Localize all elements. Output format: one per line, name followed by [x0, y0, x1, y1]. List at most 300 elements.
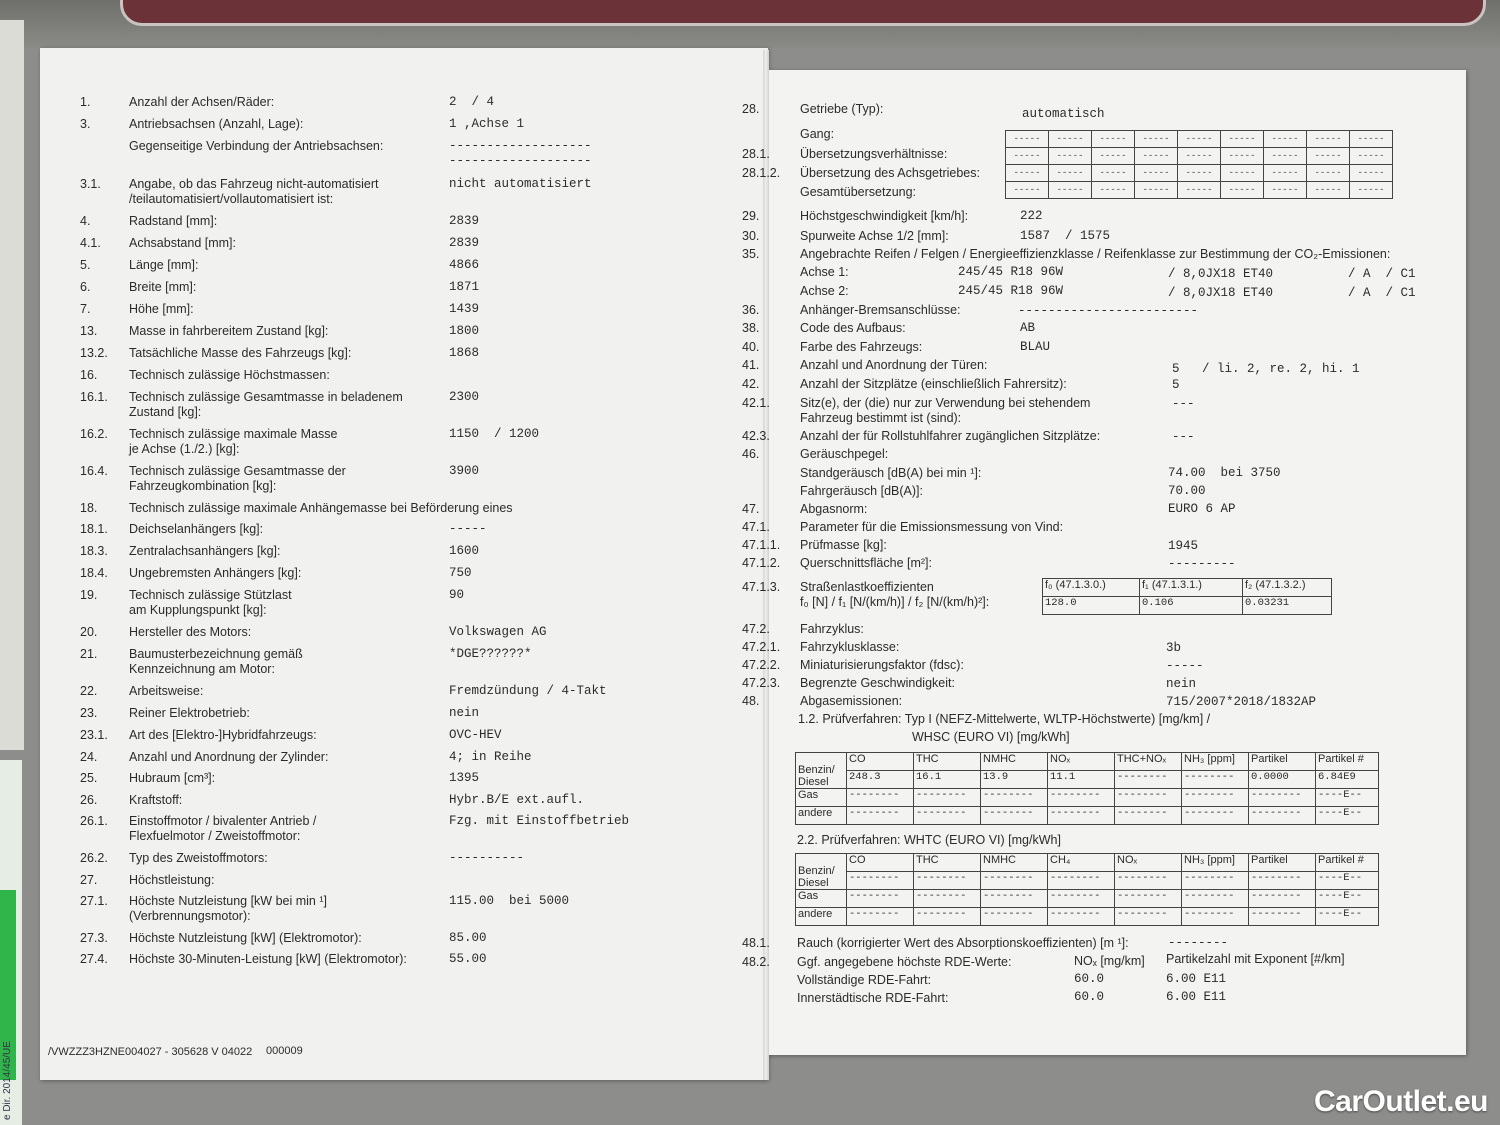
- field-value: 4; in Reihe: [449, 750, 532, 764]
- tyre-axle: Achse 1:: [800, 265, 849, 279]
- field-number: 27.3.: [80, 931, 108, 945]
- field-label: Prüfmasse [kg]:: [800, 538, 887, 552]
- field-label: Getriebe (Typ):: [800, 102, 884, 116]
- emissions-table-type1: [795, 752, 1379, 825]
- field-value: 1395: [449, 771, 480, 785]
- field-value: 5 / li. 2, re. 2, hi. 1: [1172, 362, 1360, 376]
- side-directive-text: e Dir. 2014/45/UE: [2, 1041, 13, 1120]
- field-label: Anzahl der für Rollstuhlfahrer zugänglichen Sitzplätze:: [800, 429, 1101, 443]
- gear-cell: -----: [1049, 131, 1092, 148]
- emission-value: --------: [1182, 807, 1249, 825]
- field-value: *DGE??????*: [449, 647, 532, 661]
- gear-cell: -----: [1092, 165, 1135, 182]
- emission-header: Partikel: [1249, 753, 1316, 771]
- field-number: 26.1.: [80, 814, 108, 828]
- smoke-label: Rauch (korrigierter Wert des Absorptionskoeffizienten) [m ¹]:: [797, 936, 1129, 950]
- field-value: 222: [1020, 209, 1043, 223]
- emission-value: 248.3: [847, 771, 914, 789]
- field-number: 4.: [80, 214, 91, 228]
- field-value: Fzg. mit Einstoffbetrieb: [449, 814, 630, 828]
- field-number: 16.1.: [80, 390, 108, 404]
- emission-value: --------: [981, 789, 1048, 807]
- rde-label: Ggf. angegebene höchste RDE-Werte:: [797, 955, 1012, 969]
- field-number: 23.: [80, 706, 98, 720]
- field-label: Übersetzungsverhältnisse:: [800, 147, 948, 161]
- field-value: 5: [1172, 378, 1180, 392]
- field-value: 3900: [449, 464, 480, 478]
- field-value: Hybr.B/E ext.aufl.: [449, 793, 585, 807]
- field-value: EURO 6 AP: [1168, 502, 1236, 516]
- field-number: 47.2.: [742, 622, 770, 636]
- field-number: 28.1.2.: [742, 166, 781, 180]
- field-number: 27.1.: [80, 894, 108, 908]
- field-number: 47.1.3.: [742, 580, 781, 594]
- red-binder: [120, 0, 1486, 26]
- gear-cell: -----: [1178, 182, 1221, 199]
- emission-value: 6.84E9: [1316, 771, 1379, 789]
- field-label: Gang:: [800, 127, 835, 141]
- field-label: Technisch zulässige Gesamtmasse der Fahrzeugkombination [kg]:: [129, 464, 346, 493]
- field-value: 1945: [1168, 539, 1199, 553]
- field-number: 40.: [742, 340, 760, 354]
- field-value: 74.00 bei 3750: [1168, 466, 1281, 480]
- gear-cell: -----: [1178, 131, 1221, 148]
- emission-value: --------: [1249, 908, 1316, 926]
- rde-pn-header: Partikelzahl mit Exponent [#/km]: [1166, 952, 1345, 966]
- field-label: Antriebsachsen (Anzahl, Lage):: [129, 117, 304, 131]
- field-label: Gegenseitige Verbindung der Antriebsachsen:: [129, 139, 384, 153]
- field-label: Abgasemissionen:: [800, 694, 903, 708]
- field-label: Standgeräusch [dB(A) bei min ¹]:: [800, 466, 982, 480]
- gear-cell: -----: [1350, 182, 1393, 199]
- field-label: Kraftstoff:: [129, 793, 183, 807]
- emission-header: NMHC: [981, 753, 1048, 771]
- gear-cell: -----: [1307, 148, 1350, 165]
- field-number: 38.: [742, 321, 760, 335]
- field-value: 2839: [449, 214, 480, 228]
- field-number: 3.: [80, 117, 91, 131]
- field-value: 90: [449, 588, 465, 602]
- field-value: 2 / 4: [449, 95, 495, 109]
- emission-value: --------: [1048, 872, 1115, 890]
- gear-cell: -----: [1221, 148, 1264, 165]
- emission-value: --------: [1115, 908, 1182, 926]
- rde-row-label: Vollständige RDE-Fahrt:: [797, 973, 932, 987]
- emission-header: CO: [847, 854, 914, 872]
- field-label: Baumusterbezeichnung gemäß Kennzeichnung am Motor:: [129, 647, 303, 676]
- tyre-size: 245/45 R18 96W: [958, 265, 1064, 279]
- field-label: Miniaturisierungsfaktor (fdsc):: [800, 658, 964, 672]
- tyre-rim: / 8,0JX18 ET40: [1168, 267, 1274, 281]
- field-value: ------------------------: [1018, 304, 1199, 318]
- field-number: 28.: [742, 102, 760, 116]
- field-label: Anhänger-Bremsanschlüsse:: [800, 303, 961, 317]
- field-label: Code des Aufbaus:: [800, 321, 906, 335]
- emission-value: --------: [1182, 872, 1249, 890]
- gear-cell: -----: [1092, 148, 1135, 165]
- field-label: Parameter für die Emissionsmessung von Vind:: [800, 520, 1064, 534]
- field-number: 25.: [80, 771, 98, 785]
- field-number: 21.: [80, 647, 98, 661]
- emission-value: 16.1: [914, 771, 981, 789]
- gear-cell: -----: [1006, 148, 1049, 165]
- emission-value: 13.9: [981, 771, 1048, 789]
- emission-value: --------: [1182, 771, 1249, 789]
- watermark-logo: CarOutlet.eu: [1313, 1085, 1488, 1118]
- tyre-class: / A / C1: [1348, 286, 1416, 300]
- field-value: 55.00: [449, 952, 487, 966]
- field-label: Höchste Nutzleistung [kW bei min ¹] (Verbrennungsmotor):: [129, 894, 327, 923]
- field-label: Höchste 30-Minuten-Leistung [kW] (Elektromotor):: [129, 952, 407, 966]
- emission-header: NH₃ [ppm]: [1182, 753, 1249, 771]
- emission-value: --------: [1249, 872, 1316, 890]
- field-value: nein: [449, 706, 480, 720]
- field-number: 29.: [742, 209, 760, 223]
- tyre-rim: / 8,0JX18 ET40: [1168, 286, 1274, 300]
- field-value: 70.00: [1168, 484, 1206, 498]
- field-value: AB: [1020, 321, 1036, 335]
- gear-cell: -----: [1350, 165, 1393, 182]
- emission-value: --------: [1048, 807, 1115, 825]
- emission-value: 0.0000: [1249, 771, 1316, 789]
- field-value: -----: [1166, 659, 1204, 673]
- gear-cell: -----: [1350, 131, 1393, 148]
- field-label: Geräuschpegel:: [800, 447, 889, 461]
- emission-header: CO: [847, 753, 914, 771]
- gear-cell: -----: [1049, 148, 1092, 165]
- rde-row-nox: 60.0: [1074, 990, 1105, 1004]
- field-number: 36.: [742, 303, 760, 317]
- field-label: Straßenlastkoeffizienten f₀ [N] / f₁ [N/(km/h)] / f₂ [N/(km/h)²]:: [800, 580, 990, 609]
- field-label: Gesamtübersetzung:: [800, 185, 917, 199]
- field-number: 46.: [742, 447, 760, 461]
- emission-value: ----E--: [1316, 789, 1379, 807]
- field-number: 47.2.1.: [742, 640, 781, 654]
- field-number: 42.: [742, 377, 760, 391]
- field-label: Zentralachsanhängers [kg]:: [129, 544, 281, 558]
- road-load-header: f₂ (47.1.3.2.): [1243, 579, 1332, 597]
- field-number: 6.: [80, 280, 91, 294]
- emission-value: --------: [1115, 872, 1182, 890]
- emission-header: Partikel #: [1316, 854, 1379, 872]
- field-number: 19.: [80, 588, 98, 602]
- emission-value: --------: [1048, 890, 1115, 908]
- field-value: 715/2007*2018/1832AP: [1166, 695, 1317, 709]
- road-load-header: f₀ (47.1.3.0.): [1043, 579, 1140, 597]
- field-value: 1439: [449, 302, 480, 316]
- gear-ratio-grid: [1005, 130, 1393, 199]
- field-label: Radstand [mm]:: [129, 214, 218, 228]
- test12-title-2: WHSC (EURO VI) [mg/kWh]: [912, 730, 1070, 744]
- gear-cell: -----: [1221, 165, 1264, 182]
- rde-row-pn: 6.00 E11: [1166, 990, 1227, 1004]
- gear-cell: -----: [1135, 148, 1178, 165]
- field-number: 1.: [80, 95, 91, 109]
- field-value: Volkswagen AG: [449, 625, 547, 639]
- field-label: Arbeitsweise:: [129, 684, 204, 698]
- field-label: Spurweite Achse 1/2 [mm]:: [800, 229, 949, 243]
- field-number: 42.3.: [742, 429, 770, 443]
- field-label: Fahrzyklus:: [800, 622, 864, 636]
- field-value: automatisch: [1022, 107, 1105, 121]
- emission-value: --------: [1249, 807, 1316, 825]
- emission-header: THC: [914, 753, 981, 771]
- field-label: Angabe, ob das Fahrzeug nicht-automatisiert /teilautomatisiert/vollautomatisiert ist:: [129, 177, 379, 206]
- field-label: Technisch zulässige maximale Anhängemasse bei Beförderung eines: [129, 501, 513, 515]
- field-number: 24.: [80, 750, 98, 764]
- emission-value: --------: [847, 872, 914, 890]
- field-number: 48.: [742, 694, 760, 708]
- field-label: Tatsächliche Masse des Fahrzeugs [kg]:: [129, 346, 352, 360]
- field-label: Höchste Nutzleistung [kW] (Elektromotor):: [129, 931, 362, 945]
- field-value: 1150 / 1200: [449, 427, 540, 441]
- field-number: 42.1.: [742, 396, 770, 410]
- emission-header: NMHC: [981, 854, 1048, 872]
- gear-cell: -----: [1221, 131, 1264, 148]
- field-label: Hersteller des Motors:: [129, 625, 252, 639]
- emission-value: --------: [981, 807, 1048, 825]
- emission-value: ----E--: [1316, 807, 1379, 825]
- field-number: 16.: [80, 368, 98, 382]
- field-label: Art des [Elektro-]Hybridfahrzeugs:: [129, 728, 317, 742]
- field-number: 47.2.2.: [742, 658, 781, 672]
- field-value: 1 ,Achse 1: [449, 117, 525, 131]
- gear-cell: -----: [1178, 165, 1221, 182]
- field-label: Fahrzyklusklasse:: [800, 640, 900, 654]
- emission-value: --------: [1249, 789, 1316, 807]
- rde-nox-header: NOₓ [mg/km]: [1074, 954, 1145, 968]
- gear-cell: -----: [1135, 165, 1178, 182]
- field-number: 18.: [80, 501, 98, 515]
- rde-row-pn: 6.00 E11: [1166, 972, 1227, 986]
- field-value: OVC-HEV: [449, 728, 502, 742]
- field-label: Übersetzung des Achsgetriebes:: [800, 166, 980, 180]
- emission-value: --------: [1249, 890, 1316, 908]
- field-value: BLAU: [1020, 340, 1051, 354]
- emission-header: Partikel #: [1316, 753, 1379, 771]
- emission-value: ----E--: [1316, 908, 1379, 926]
- tyre-size: 245/45 R18 96W: [958, 284, 1064, 298]
- road-load-value: 0.03231: [1243, 597, 1332, 615]
- field-label: Typ des Zweistoffmotors:: [129, 851, 268, 865]
- gear-cell: -----: [1307, 182, 1350, 199]
- smoke-num: 48.1.: [742, 936, 770, 950]
- field-value: Fremdzündung / 4-Takt: [449, 684, 607, 698]
- field-value: ----------: [449, 851, 525, 865]
- field-value: 2839: [449, 236, 480, 250]
- field-number: 27.: [80, 873, 98, 887]
- gear-cell: -----: [1006, 165, 1049, 182]
- road-load-header: f₁ (47.1.3.1.): [1140, 579, 1243, 597]
- field-label: Fahrgeräusch [dB(A)]:: [800, 484, 923, 498]
- field-number: 18.1.: [80, 522, 108, 536]
- emission-header: THC+NOₓ: [1115, 753, 1182, 771]
- emission-value: --------: [847, 908, 914, 926]
- field-label: Begrenzte Geschwindigkeit:: [800, 676, 955, 690]
- gear-cell: -----: [1307, 165, 1350, 182]
- tyre-class: / A / C1: [1348, 267, 1416, 281]
- emission-value: --------: [1048, 789, 1115, 807]
- gear-cell: -----: [1135, 131, 1178, 148]
- field-value: ------------------- -------------------: [449, 139, 592, 168]
- field-value: -----: [449, 522, 487, 536]
- field-label: Technisch zulässige Gesamtmasse in beladenem Zustand [kg]:: [129, 390, 403, 419]
- field-number: 35.: [742, 247, 760, 261]
- field-label: Länge [mm]:: [129, 258, 199, 272]
- field-label: Technisch zulässige Höchstmassen:: [129, 368, 330, 382]
- gear-cell: -----: [1221, 182, 1264, 199]
- emission-value: --------: [1048, 908, 1115, 926]
- field-value: ---------: [1168, 557, 1236, 571]
- field-number: 27.4.: [80, 952, 108, 966]
- emission-value: --------: [1115, 771, 1182, 789]
- field-label: Hubraum [cm³]:: [129, 771, 216, 785]
- field-value: 3b: [1166, 641, 1182, 655]
- gear-cell: -----: [1264, 182, 1307, 199]
- emission-value: --------: [914, 908, 981, 926]
- emission-header: Partikel: [1249, 854, 1316, 872]
- fuel-label: andere: [796, 807, 847, 825]
- field-number: 4.1.: [80, 236, 101, 250]
- field-value: 2300: [449, 390, 480, 404]
- road-load-value: 0.106: [1140, 597, 1243, 615]
- emission-value: ----E--: [1316, 890, 1379, 908]
- emission-header: NH₃ [ppm]: [1182, 854, 1249, 872]
- field-label: Anzahl der Sitzplätze (einschließlich Fahrersitz):: [800, 377, 1067, 391]
- fuel-label: Gas: [796, 789, 847, 807]
- field-value: 1600: [449, 544, 480, 558]
- gear-cell: -----: [1006, 182, 1049, 199]
- field-label: Höchstgeschwindigkeit [km/h]:: [800, 209, 969, 223]
- fuel-label: andere: [796, 908, 847, 926]
- field-number: 7.: [80, 302, 91, 316]
- field-label: Anzahl und Anordnung der Zylinder:: [129, 750, 329, 764]
- field-number: 18.4.: [80, 566, 108, 580]
- field-value: 750: [449, 566, 472, 580]
- field-label: Anzahl und Anordnung der Türen:: [800, 358, 988, 372]
- field-label: Achsabstand [mm]:: [129, 236, 236, 250]
- field-label: Angebrachte Reifen / Felgen / Energieeffizienzklasse / Reifenklasse zur Bestimmung der CO₂-Emissionen:: [800, 247, 1391, 261]
- tyre-axle: Achse 2:: [800, 284, 849, 298]
- field-label: Höhe [mm]:: [129, 302, 194, 316]
- field-label: Technisch zulässige maximale Masse je Achse (1./2.) [kg]:: [129, 427, 338, 456]
- field-value: 1871: [449, 280, 480, 294]
- gear-cell: -----: [1264, 131, 1307, 148]
- emission-value: --------: [914, 807, 981, 825]
- field-value: 4866: [449, 258, 480, 272]
- emission-header: NOₓ: [1115, 854, 1182, 872]
- field-label: Querschnittsfläche [m²]:: [800, 556, 932, 570]
- emission-value: --------: [1182, 789, 1249, 807]
- road-load-table: [1042, 578, 1332, 615]
- test22-title: 2.2. Prüfverfahren: WHTC (EURO VI) [mg/kWh]: [797, 833, 1061, 847]
- field-number: 41.: [742, 358, 760, 372]
- gear-cell: -----: [1006, 131, 1049, 148]
- emission-value: --------: [1115, 890, 1182, 908]
- emission-header: CH₄: [1048, 854, 1115, 872]
- test12-title: 1.2. Prüfverfahren: Typ I (NEFZ-Mittelwerte, WLTP-Höchstwerte) [mg/km] /: [798, 712, 1211, 726]
- field-number: 47.1.1.: [742, 538, 781, 552]
- field-value: 1868: [449, 346, 480, 360]
- field-number: 13.: [80, 324, 98, 338]
- emission-value: --------: [847, 789, 914, 807]
- field-label: Sitz(e), der (die) nur zur Verwendung bei stehendem Fahrzeug bestimmt ist (sind):: [800, 396, 1091, 425]
- emission-value: --------: [914, 890, 981, 908]
- emission-value: --------: [981, 872, 1048, 890]
- field-value: 1587 / 1575: [1020, 229, 1111, 243]
- emission-value: --------: [914, 872, 981, 890]
- fuel-label: Benzin/ Diesel: [796, 753, 847, 789]
- gear-cell: -----: [1049, 182, 1092, 199]
- field-number: 16.2.: [80, 427, 108, 441]
- gear-cell: -----: [1092, 131, 1135, 148]
- emission-value: --------: [847, 807, 914, 825]
- field-number: 18.3.: [80, 544, 108, 558]
- field-number: 13.2.: [80, 346, 108, 360]
- field-number: 47.1.2.: [742, 556, 781, 570]
- rde-row-label: Innerstädtische RDE-Fahrt:: [797, 991, 949, 1005]
- emission-value: --------: [981, 890, 1048, 908]
- field-number: 20.: [80, 625, 98, 639]
- rde-num: 48.2.: [742, 955, 770, 969]
- emission-header: NOₓ: [1048, 753, 1115, 771]
- field-number: 22.: [80, 684, 98, 698]
- field-number: 26.: [80, 793, 98, 807]
- field-number: 5.: [80, 258, 91, 272]
- gear-cell: -----: [1264, 165, 1307, 182]
- field-label: Breite [mm]:: [129, 280, 197, 294]
- gear-cell: -----: [1092, 182, 1135, 199]
- rde-row-nox: 60.0: [1074, 972, 1105, 986]
- field-value: nein: [1166, 677, 1197, 691]
- field-number: 47.: [742, 502, 760, 516]
- field-value: 115.00 bei 5000: [449, 894, 570, 908]
- footer-code: 000009: [266, 1045, 303, 1057]
- emission-value: --------: [1115, 807, 1182, 825]
- emission-value: ----E--: [1316, 872, 1379, 890]
- field-label: Masse in fahrbereitem Zustand [kg]:: [129, 324, 329, 338]
- emission-value: --------: [914, 789, 981, 807]
- field-number: 47.2.3.: [742, 676, 781, 690]
- gear-cell: -----: [1264, 148, 1307, 165]
- field-value: ---: [1172, 430, 1195, 444]
- field-number: 26.2.: [80, 851, 108, 865]
- emissions-table-whtc: [795, 853, 1379, 926]
- emission-value: --------: [847, 890, 914, 908]
- emission-value: --------: [1115, 789, 1182, 807]
- field-label: Anzahl der Achsen/Räder:: [129, 95, 275, 109]
- emission-value: --------: [1182, 908, 1249, 926]
- field-label: Einstoffmotor / bivalenter Antrieb / Flexfuelmotor / Zweistoffmotor:: [129, 814, 317, 843]
- fuel-label: Benzin/ Diesel: [796, 854, 847, 890]
- field-label: Farbe des Fahrzeugs:: [800, 340, 923, 354]
- road-load-value: 128.0: [1043, 597, 1140, 615]
- gear-cell: -----: [1135, 182, 1178, 199]
- field-label: Deichselanhängers [kg]:: [129, 522, 264, 536]
- field-number: 16.4.: [80, 464, 108, 478]
- gear-cell: -----: [1178, 148, 1221, 165]
- emission-header: THC: [914, 854, 981, 872]
- field-value: ---: [1172, 397, 1195, 411]
- field-label: Reiner Elektrobetrieb:: [129, 706, 250, 720]
- fuel-label: Gas: [796, 890, 847, 908]
- field-number: 30.: [742, 229, 760, 243]
- emission-value: 11.1: [1048, 771, 1115, 789]
- field-number: 23.1.: [80, 728, 108, 742]
- gear-cell: -----: [1350, 148, 1393, 165]
- field-label: Abgasnorm:: [800, 502, 868, 516]
- emission-value: --------: [981, 908, 1048, 926]
